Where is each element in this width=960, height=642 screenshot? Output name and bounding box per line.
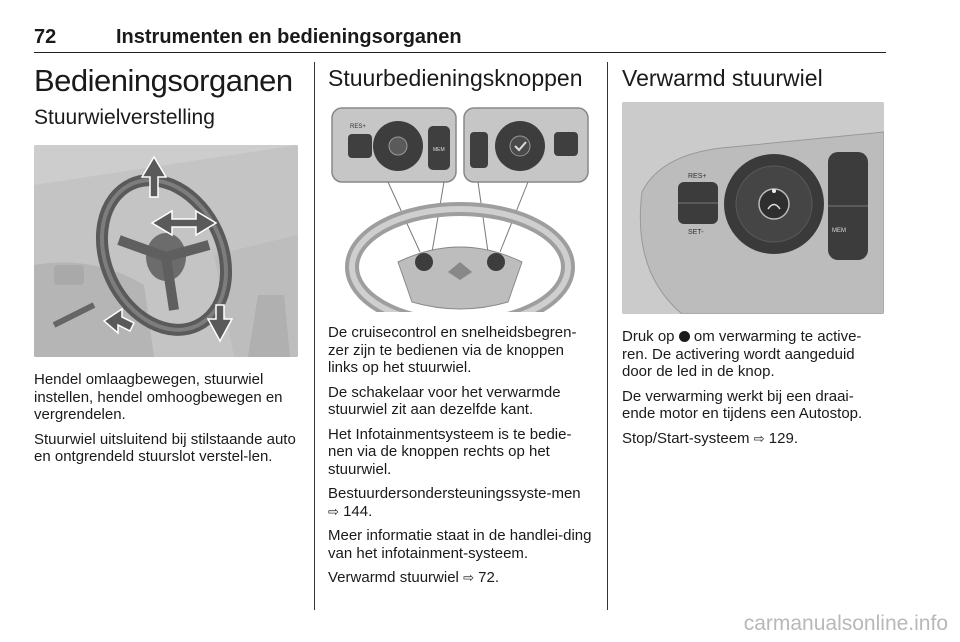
arrow-right-icon: ⇨ xyxy=(328,503,339,519)
column-heated-steering-wheel xyxy=(622,64,886,454)
paragraph: Het Infotainmentsysteem is te bedie-nen via de knoppen rechts op het stuurwiel. xyxy=(328,425,572,478)
watermark: carmanualsonline.info xyxy=(743,612,948,635)
res-label: RES+ xyxy=(688,173,707,180)
page-ref: 72. xyxy=(478,569,499,586)
page-header xyxy=(34,26,886,53)
paragraph: Meer informatie staat in de handlei-ding van het infotainment-systeem. xyxy=(328,527,592,562)
paragraph: De verwarming werkt bij een draai-ende motor en tijdens een Autostop. xyxy=(622,387,863,422)
column-steering-controls xyxy=(328,64,592,594)
steering-controls-illustration xyxy=(328,102,592,312)
cross-reference[interactable]: Stop/Start-systeem ⇨ 129. xyxy=(622,429,798,447)
arrow-right-icon: ⇨ xyxy=(463,570,474,585)
res-label: RES+ xyxy=(350,124,366,130)
paragraph: Hendel omlaagbewegen, stuurwiel instellen, hendel omhoogbewegen en vergrendelen. xyxy=(34,371,283,423)
paragraph: Stuurwiel uitsluitend bij stilstaande auto en ontgrendeld stuurslot verstel-len. xyxy=(34,430,296,465)
arrow-right-icon: ⇨ xyxy=(753,430,765,446)
cross-reference[interactable]: Verwarmd stuurwiel ⇨ 72. xyxy=(328,569,499,586)
heated-wheel-controls-illustration xyxy=(622,102,884,314)
subsection-title: Stuurwielverstelling xyxy=(34,106,215,129)
heated-steering-wheel-icon xyxy=(679,331,690,342)
paragraph: Druk op om verwarming te active-ren. De activering wordt aangeduid door de led in de knop. xyxy=(622,328,862,380)
running-title: Instrumenten en bedieningsorganen xyxy=(116,26,462,48)
page-ref: 129. xyxy=(768,429,798,447)
cross-reference[interactable]: Bestuurdersondersteuningssyste-men ⇨ 144. xyxy=(328,485,581,520)
column-divider xyxy=(607,62,608,610)
steering-adjustment-illustration xyxy=(34,145,298,357)
paragraph: De cruisecontrol en snelheidsbegren-zer zijn te bedienen via de knoppen links op het stuurwiel. xyxy=(328,324,577,376)
mem-label: MEM xyxy=(433,147,445,153)
set-label: SET- xyxy=(688,229,704,236)
section-title: Bedieningsorganen xyxy=(34,63,293,98)
section-title: Verwarmd stuurwiel xyxy=(622,65,823,91)
paragraph: De schakelaar voor het verwarmde stuurwiel zit aan dezelfde kant. xyxy=(328,383,561,418)
section-title: Stuurbedieningsknoppen xyxy=(328,65,583,91)
page-ref: 144. xyxy=(343,502,373,520)
column-divider xyxy=(314,62,315,610)
mem-label: MEM xyxy=(832,228,846,234)
column-steering-adjustment xyxy=(34,64,300,473)
page-number: 72 xyxy=(34,26,57,48)
